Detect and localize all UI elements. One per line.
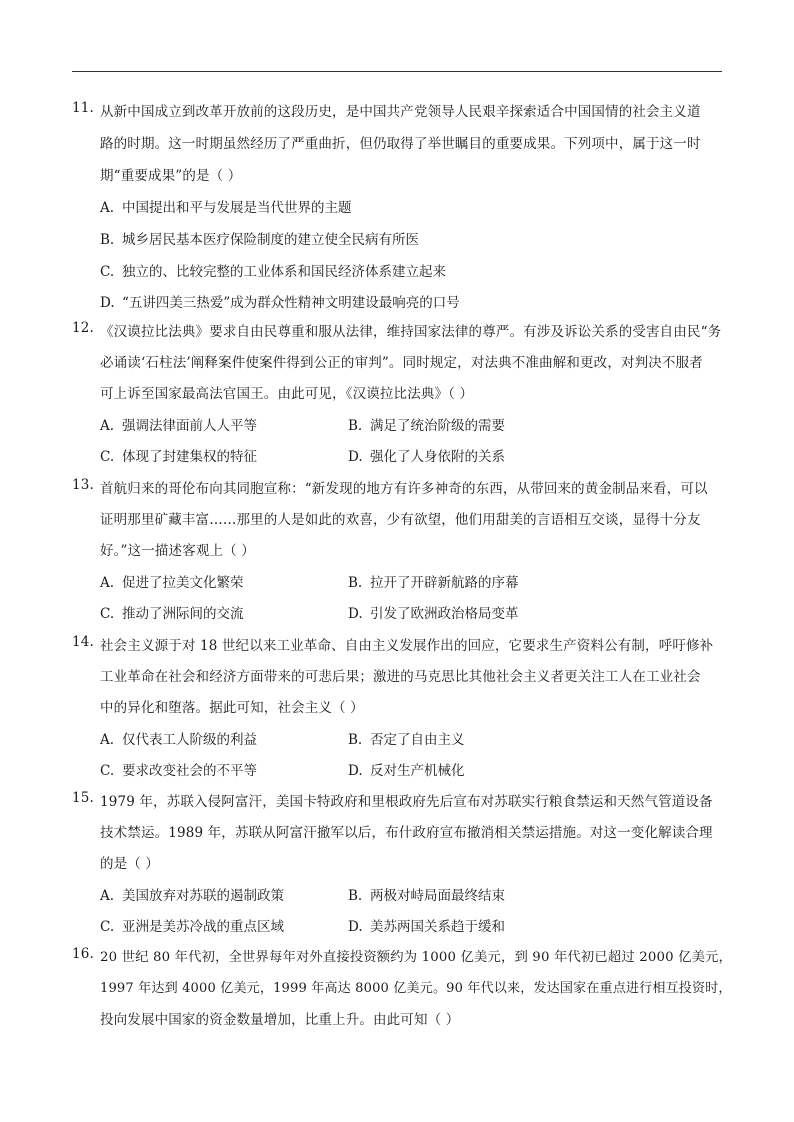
option-d[interactable]	[348, 445, 505, 465]
question-stem-line: 从新中国成立到改革开放前的这段历史，是中国共产党领导人民艰辛探索适合中国国情的社会主义道	[100, 104, 701, 120]
option-text: 强化了人身依附的关系	[370, 449, 505, 465]
option-a[interactable]	[100, 196, 352, 216]
question-number: 11.	[72, 100, 94, 116]
option-text: 促进了拉美文化繁荣	[122, 575, 244, 591]
option-label: C.	[100, 763, 115, 779]
option-text: 反对生产机械化	[370, 763, 465, 779]
option-text: 体现了封建集权的特征	[122, 449, 257, 465]
option-text: 满足了统治阶级的需要	[370, 418, 505, 434]
question-stem-line: 20 世纪 80 年代初，全世界每年对外直接投资额约为 1000 亿美元，到 90 年代初已超过 2000 亿美元，	[100, 950, 733, 965]
option-label: D.	[348, 606, 363, 622]
option-c[interactable]	[100, 602, 244, 622]
option-text: 仅代表工人阶级的利益	[122, 732, 257, 748]
option-text: 城乡居民基本医疗保险制度的建立使全民病有所医	[122, 232, 419, 248]
option-text: 要求改变社会的不平等	[122, 763, 257, 779]
question-stem-line: 中的异化和堕落。据此可知，社会主义（ ）	[100, 700, 364, 716]
question-stem-line: 1979 年，苏联入侵阿富汗，美国卡特政府和里根政府先后宣布对苏联实行粮食禁运和天然气管道设备	[100, 794, 713, 810]
question-number: 15.	[72, 790, 94, 806]
question-stem-line: 《汉谟拉比法典》要求自由民尊重和服从法律，维持国家法律的尊严。有涉及诉讼关系的受害自由民“务	[100, 324, 722, 340]
option-text: 否定了自由主义	[370, 732, 465, 748]
question-stem-line: 投向发展中国家的资金数量增加，比重上升。由此可知（ ）	[100, 1012, 460, 1028]
option-text: 引发了欧洲政治格局变革	[370, 606, 519, 622]
option-label: B.	[348, 732, 363, 748]
option-label: D.	[348, 763, 363, 779]
option-a[interactable]	[100, 884, 284, 904]
option-b[interactable]	[348, 414, 505, 434]
option-a[interactable]	[100, 571, 244, 591]
option-b[interactable]	[100, 228, 419, 248]
option-b[interactable]	[348, 571, 519, 591]
option-b[interactable]	[348, 884, 505, 904]
question-stem-line: 必诵读‘石柱法’阐释案件使案件得到公正的审判”。同时规定，对法典不准曲解和更改，对判决不服者	[100, 355, 703, 371]
option-text: 独立的、比较完整的工业体系和国民经济体系建立起来	[122, 264, 446, 280]
option-label: A.	[100, 888, 115, 904]
option-label: A.	[100, 575, 115, 591]
option-c[interactable]	[100, 915, 284, 935]
question-stem-line: 技术禁运。1989 年，苏联从阿富汗撤军以后，布什政府宣布撤消相关禁运措施。对这一变化解读合理	[100, 825, 713, 841]
option-text: 美苏两国关系趋于缓和	[370, 919, 505, 935]
question-stem-line: 工业革命在社会和经济方面带来的可悲后果；激进的马克思比其他社会主义者更关注工人在工业社会	[100, 669, 701, 685]
question-stem-line: 期“重要成果”的是（ ）	[100, 168, 242, 184]
question-stem-line: 的是（ ）	[100, 856, 160, 872]
option-label: C.	[100, 606, 115, 622]
option-label: A.	[100, 732, 115, 748]
option-label: D.	[100, 295, 115, 311]
option-text: 亚洲是美苏冷战的重点区域	[122, 919, 284, 935]
question-stem-line: 首航归来的哥伦布向其同胞宣称：“新发现的地方有许多神奇的东西，从带回来的黄金制品来看，可以	[100, 481, 708, 497]
question-number: 13.	[72, 477, 94, 493]
option-d[interactable]	[348, 915, 505, 935]
option-a[interactable]	[100, 728, 257, 748]
question-number: 14.	[72, 634, 94, 650]
question-number: 16.	[72, 946, 94, 962]
option-a[interactable]	[100, 414, 257, 434]
option-label: B.	[348, 888, 363, 904]
option-d[interactable]	[100, 291, 460, 311]
question-stem-line: 好。”这一描述客观上（ ）	[100, 543, 255, 559]
option-label: C.	[100, 919, 115, 935]
question-stem-line: 社会主义源于对 18 世纪以来工业革命、自由主义发展作出的回应，它要求生产资料公有制，呼吁修补	[100, 638, 714, 654]
option-c[interactable]	[100, 445, 257, 465]
option-label: D.	[348, 449, 363, 465]
option-label: D.	[348, 919, 363, 935]
option-label: B.	[348, 418, 363, 434]
option-text: 推动了洲际间的交流	[122, 606, 244, 622]
option-text: 两极对峙局面最终结束	[370, 888, 505, 904]
option-text: 拉开了开辟新航路的序幕	[370, 575, 519, 591]
option-label: A.	[100, 418, 115, 434]
option-c[interactable]	[100, 260, 446, 280]
option-text: “五讲四美三热爱”成为群众性精神文明建设最响亮的口号	[122, 295, 460, 311]
option-b[interactable]	[348, 728, 465, 748]
option-label: A.	[100, 200, 115, 216]
question-stem-line: 可上诉至国家最高法官国王。由此可见，《汉谟拉比法典》（ ）	[100, 386, 474, 402]
option-d[interactable]	[348, 759, 465, 779]
question-stem-line: 路的时期。这一时期虽然经历了严重曲折，但仍取得了举世瞩目的重要成果。下列项中，属于这一时	[100, 136, 701, 152]
question-stem-line: 证明那里矿藏丰富……那里的人是如此的欢喜，少有欲望，他们用甜美的言语相互交谈，显得十分友	[100, 512, 701, 528]
question-number: 12.	[72, 320, 94, 336]
option-label: B.	[348, 575, 363, 591]
option-label: B.	[100, 232, 115, 248]
option-label: C.	[100, 449, 115, 465]
option-c[interactable]	[100, 759, 257, 779]
option-text: 中国提出和平与发展是当代世界的主题	[122, 200, 352, 216]
option-text: 强调法律面前人人平等	[122, 418, 257, 434]
option-d[interactable]	[348, 602, 519, 622]
question-stem-line: 1997 年达到 4000 亿美元，1999 年高达 8000 亿美元。90 年代以来，发达国家在重点进行相互投资时，	[100, 981, 732, 996]
option-text: 美国放弃对苏联的遏制政策	[122, 888, 284, 904]
option-label: C.	[100, 264, 115, 280]
